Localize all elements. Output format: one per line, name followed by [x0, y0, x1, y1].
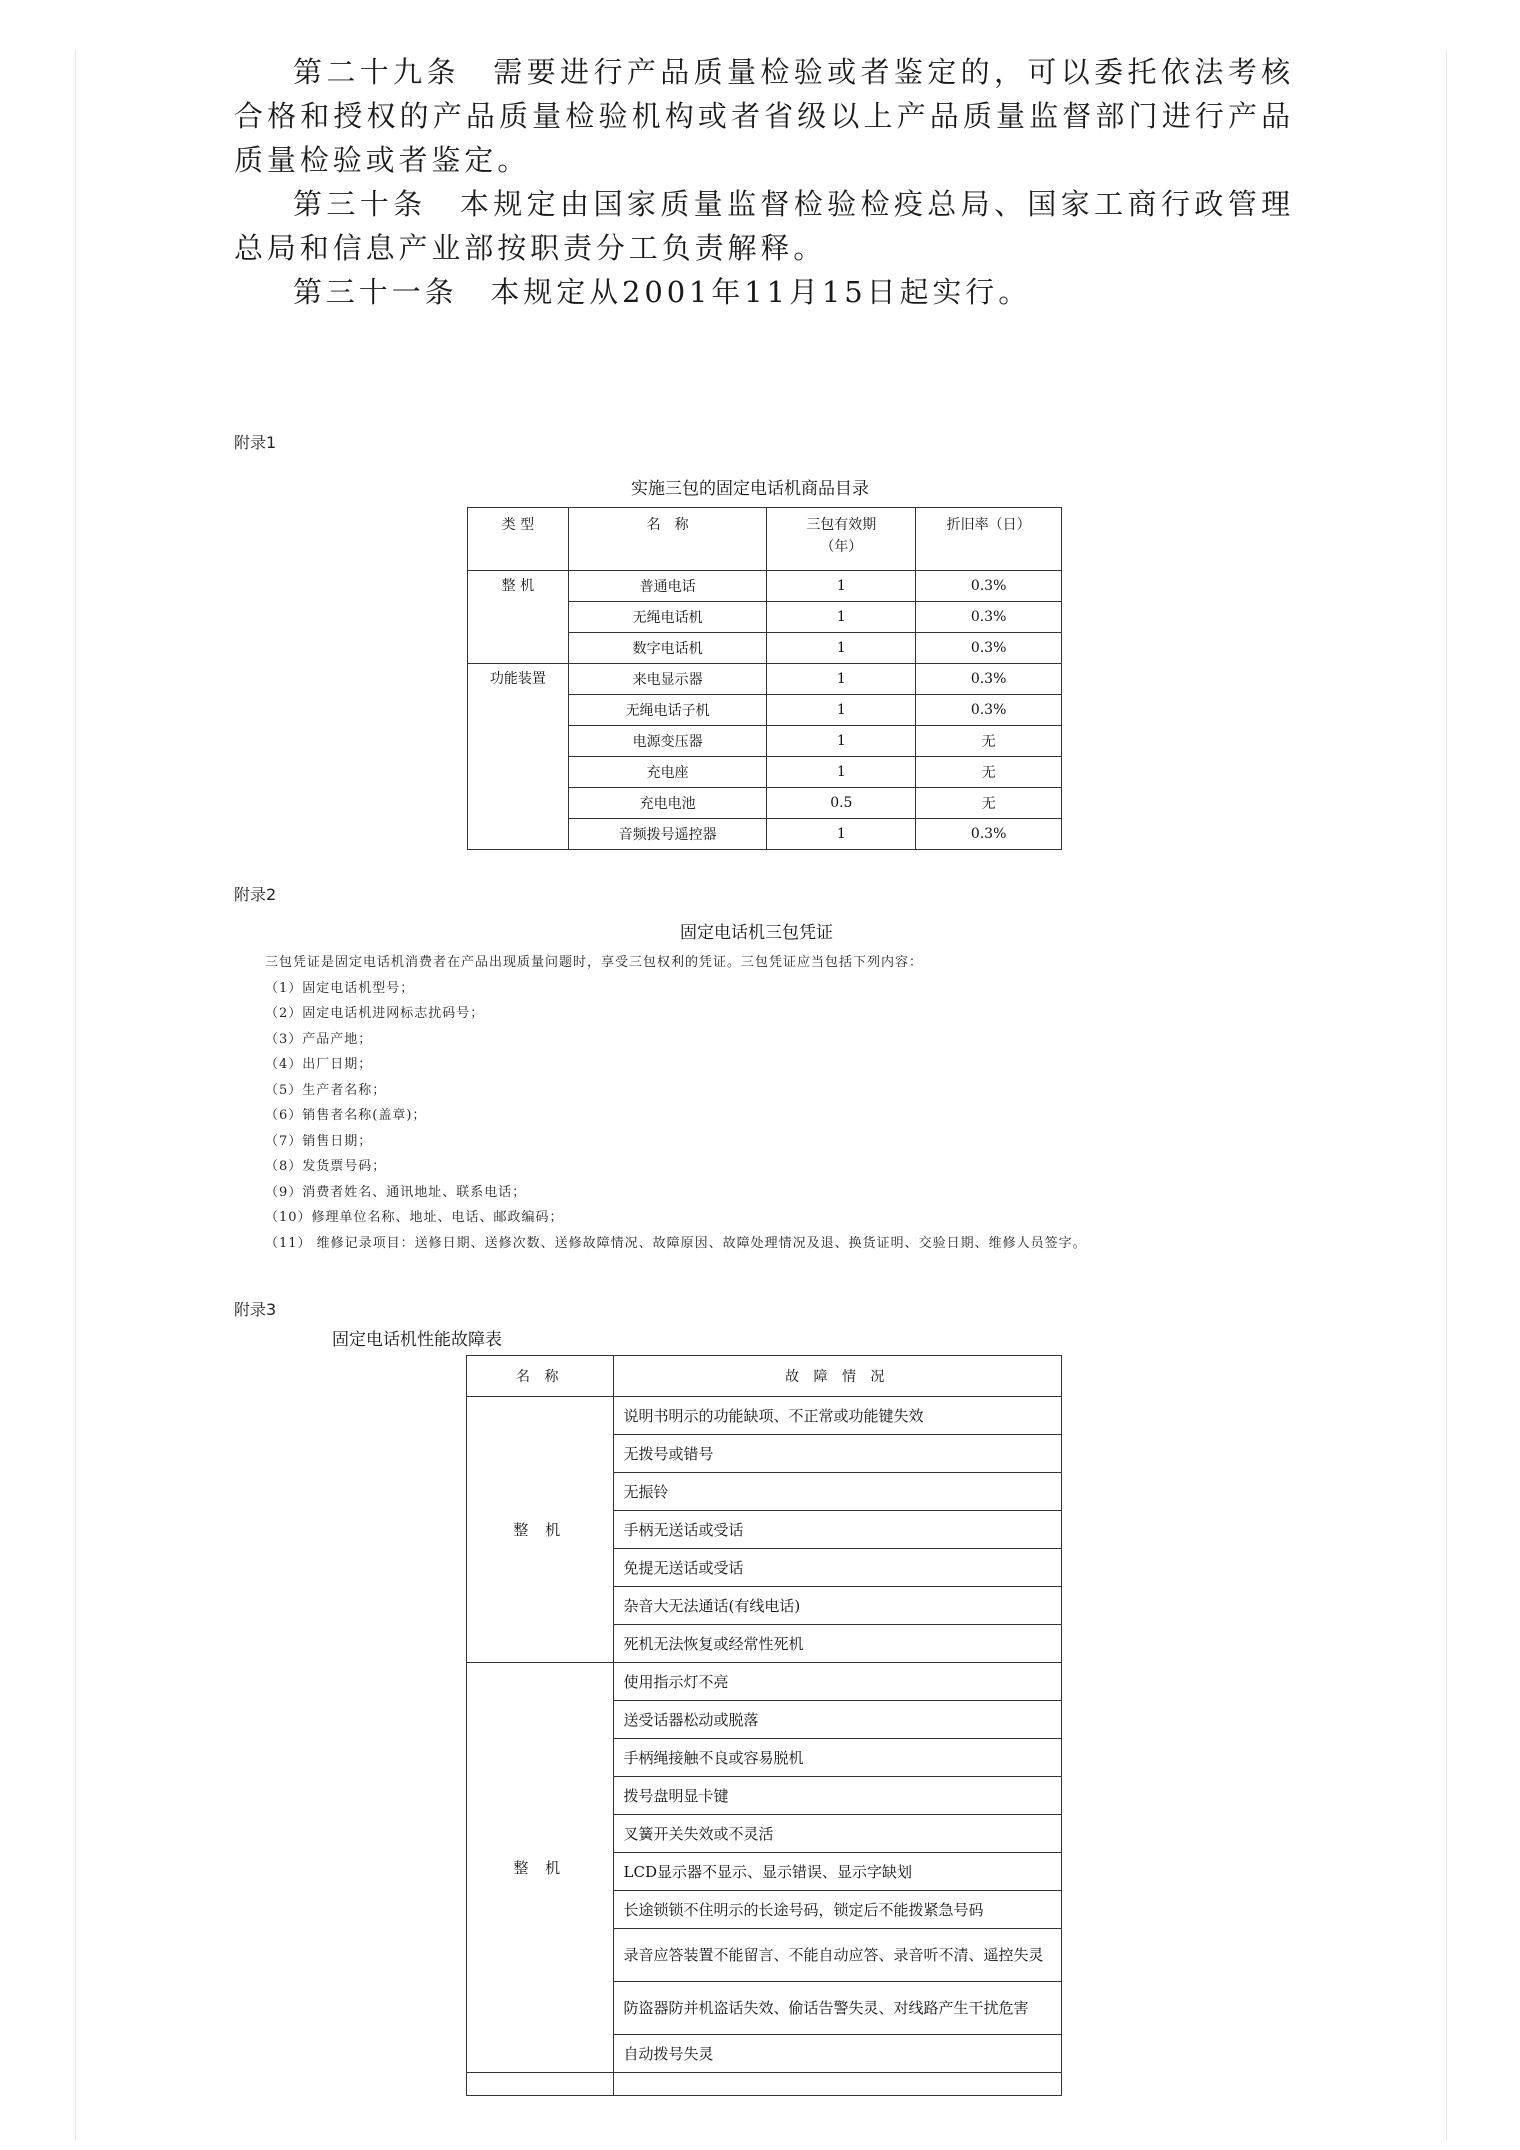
voucher-item: （11） 维修记录项目：送修日期、送修次数、送修故障情况、故障原因、故障处理情况及退、换货证明、交验日期、维修人员签字。 [265, 1235, 1087, 1251]
fault-item: 送受话器松动或脱落 [613, 1701, 1061, 1739]
appendix2-title: 固定电话机三包凭证 [680, 923, 833, 943]
article-31: 第三十一条 本规定从2001年11月15日起实行。 [293, 275, 1032, 309]
fault-item: 使用指示灯不亮 [613, 1663, 1061, 1701]
fault-item: 无拨号或错号 [613, 1435, 1061, 1473]
voucher-intro: 三包凭证是固定电话机消费者在产品出现质量问题时，享受三包权利的凭证。三包凭证应当包括下列内容： [265, 955, 924, 970]
product-catalog-table [467, 507, 1062, 850]
voucher-item: （2）固定电话机进网标志扰码号； [265, 1006, 485, 1021]
appendix2-label: 附录2 [234, 885, 277, 904]
fault-item: 杂音大无法通话(有线电话) [613, 1587, 1061, 1625]
table-row-partial [467, 2073, 1062, 2096]
product-name: 无绳电话机 [568, 602, 767, 633]
fault-item: 拨号盘明显卡键 [613, 1777, 1061, 1815]
voucher-item: （5）生产者名称； [265, 1082, 387, 1098]
warranty-years: 1 [767, 819, 916, 850]
fault-item: 说明书明示的功能缺项、不正常或功能键失效 [613, 1397, 1061, 1435]
product-name: 数字电话机 [568, 633, 767, 664]
voucher-item: （9）消费者姓名、通讯地址、联系电话； [265, 1184, 527, 1200]
depreciation-rate: 0.3% [916, 664, 1062, 695]
warranty-years: 1 [767, 602, 916, 633]
fault-item: 免提无送话或受话 [613, 1549, 1061, 1587]
table-header-row [468, 508, 1062, 571]
voucher-item: （6）销售者名称(盖章)； [265, 1108, 427, 1123]
voucher-item: （10）修理单位名称、地址、电话、邮政编码； [265, 1210, 564, 1225]
header-depreciation: 折旧率（日） [916, 508, 1062, 571]
warranty-years: 1 [767, 757, 916, 788]
product-name: 普通电话 [568, 571, 767, 602]
warranty-years: 1 [767, 664, 916, 695]
name-cell-2: 整 机 [467, 1663, 614, 2073]
voucher-item: （7）销售日期； [265, 1133, 373, 1149]
appendix3-title: 固定电话机性能故障表 [332, 1330, 502, 1350]
type-cell-complete: 整 机 [468, 571, 569, 664]
product-name: 充电座 [568, 757, 767, 788]
header-fault: 故 障 情 况 [613, 1356, 1061, 1397]
page-edge-right [1446, 50, 1447, 2140]
fault-item: LCD显示器不显示、显示错误、显示字缺划 [613, 1853, 1061, 1891]
fault-item: 长途锁锁不住明示的长途号码，锁定后不能拨紧急号码 [613, 1891, 1061, 1929]
type-cell-functional: 功能装置 [468, 664, 569, 850]
header-type: 类 型 [468, 508, 569, 571]
article-29: 第二十九条 需要进行产品质量检验或者鉴定的，可以委托依法考核合格和授权的产品质量检验机构或者省级以上产品质量监督部门进行产品质量检验或者鉴定。 [234, 55, 1294, 177]
warranty-years: 1 [767, 633, 916, 664]
depreciation-rate: 无 [916, 726, 1062, 757]
fault-item: 手柄无送话或受话 [613, 1511, 1061, 1549]
table-row [468, 571, 1062, 602]
depreciation-rate: 无 [916, 788, 1062, 819]
warranty-years: 1 [767, 726, 916, 757]
header-warranty-line1: 三包有效期 [806, 517, 877, 533]
product-name: 无绳电话子机 [568, 695, 767, 726]
table-row [467, 1663, 1062, 1701]
fault-item: 死机无法恢复或经常性死机 [613, 1625, 1061, 1663]
voucher-content [265, 950, 1265, 1256]
appendix1-title: 实施三包的固定电话机商品目录 [631, 479, 869, 499]
depreciation-rate: 0.3% [916, 695, 1062, 726]
depreciation-rate: 0.3% [916, 571, 1062, 602]
table-row [468, 664, 1062, 695]
fault-item: 自动拨号失灵 [613, 2035, 1061, 2073]
fault-table [466, 1355, 1062, 2096]
product-name: 音频拨号遥控器 [568, 819, 767, 850]
product-name: 充电电池 [568, 788, 767, 819]
appendix1-label: 附录1 [234, 433, 277, 452]
page-edge-left [75, 50, 76, 2140]
articles-section [234, 50, 1294, 314]
voucher-item: （1）固定电话机型号； [265, 980, 415, 996]
voucher-item: （3）产品产地； [265, 1031, 373, 1047]
product-name: 电源变压器 [568, 726, 767, 757]
header-warranty-line2: （年） [820, 539, 863, 555]
fault-item-blank [613, 2073, 1061, 2096]
header-warranty [767, 508, 916, 571]
table-header-row [467, 1356, 1062, 1397]
header-name: 名 称 [568, 508, 767, 571]
fault-item: 手柄绳接触不良或容易脱机 [613, 1739, 1061, 1777]
product-name: 来电显示器 [568, 664, 767, 695]
fault-item: 叉簧开关失效或不灵活 [613, 1815, 1061, 1853]
depreciation-rate: 无 [916, 757, 1062, 788]
depreciation-rate: 0.3% [916, 819, 1062, 850]
fault-item: 录音应答装置不能留言、不能自动应答、录音听不清、遥控失灵 [613, 1929, 1061, 1982]
name-cell-1: 整 机 [467, 1397, 614, 1663]
article-30: 第三十条 本规定由国家质量监督检验检疫总局、国家工商行政管理总局和信息产业部按职责分工负责解释。 [234, 187, 1294, 265]
fault-item: 防盗器防并机盗话失效、偷话告警失灵、对线路产生干扰危害 [613, 1982, 1061, 2035]
appendix3-label: 附录3 [234, 1300, 277, 1319]
warranty-years: 1 [767, 695, 916, 726]
depreciation-rate: 0.3% [916, 633, 1062, 664]
name-cell-blank [467, 2073, 614, 2096]
warranty-years: 1 [767, 571, 916, 602]
voucher-item: （4）出厂日期； [265, 1057, 373, 1072]
fault-item: 无振铃 [613, 1473, 1061, 1511]
depreciation-rate: 0.3% [916, 602, 1062, 633]
voucher-item: （8）发货票号码； [265, 1159, 387, 1174]
table-row [467, 1397, 1062, 1435]
header-name: 名 称 [467, 1356, 614, 1397]
warranty-years: 0.5 [767, 788, 916, 819]
